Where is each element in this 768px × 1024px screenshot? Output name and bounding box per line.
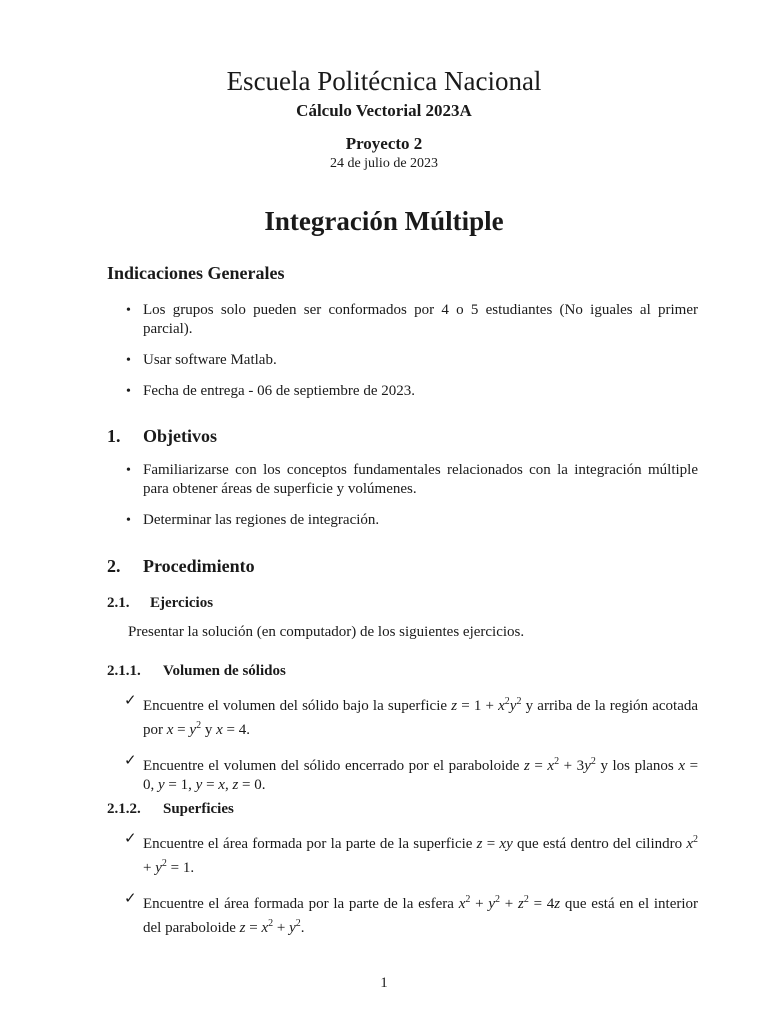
- list-item: • Familiarizarse con los conceptos fundamentales relacionados con la integración múltiple para obtener áreas de superficie y volúmenes.: [126, 462, 698, 497]
- general-heading: Indicaciones Generales: [107, 263, 285, 283]
- check-icon: ✓: [124, 831, 137, 847]
- school-name: Escuela Politécnica Nacional: [226, 66, 542, 96]
- volumen-heading: 2.1.1. Volumen de sólidos: [107, 663, 286, 679]
- volumen-list: [124, 692, 698, 807]
- objetivos-heading: 1. Objetivos: [107, 426, 217, 446]
- bullet-icon: •: [126, 303, 131, 318]
- superficies-list: [124, 830, 698, 950]
- list-item: • Determinar las regiones de integración.: [126, 512, 380, 528]
- bullet-icon: •: [126, 384, 131, 399]
- bullet-icon: •: [126, 513, 131, 528]
- bullet-icon: •: [126, 463, 131, 478]
- list-item: • Usar software Matlab.: [126, 352, 277, 368]
- document-title: Integración Múltiple: [264, 206, 504, 236]
- project-title: Proyecto 2: [345, 134, 423, 153]
- course-title: Cálculo Vectorial 2023A: [296, 101, 472, 120]
- ejercicios-intro: Presentar la solución (en computador) de los siguientes ejercicios.: [128, 624, 525, 640]
- superficies-heading: 2.1.2. Superficies: [107, 801, 234, 817]
- check-icon: ✓: [124, 753, 137, 769]
- list-item: • Los grupos solo pueden ser conformados por 4 o 5 estudiantes (No iguales al primer parcial).: [126, 302, 698, 337]
- objetivos-list: [124, 461, 698, 542]
- list-item: ✓ Encuentre el área formada por la parte de la superficie z = xy que está dentro del cilindro $x^2 + y^2 = 1$.: [124, 831, 699, 876]
- list-item: • Fecha de entrega - 06 de septiembre de 2023.: [126, 383, 415, 399]
- list-item: ✓ Encuentre el volumen del sólido encerrado por el paraboloide $z = x^2 + 3y^2$ y los planos x = 0, y = 1, y = x, z = 0.: [124, 753, 699, 793]
- bullet-icon: •: [126, 353, 131, 368]
- list-item: ✓ Encuentre el área formada por la parte de la esfera $x^2 + y^2 + z^2 = 4z$ que está en el interior del paraboloide $z = x^2 + y^2$.: [124, 891, 699, 936]
- list-item: ✓ Encuentre el volumen del sólido bajo la superficie $z = 1 + x^2y^2$ y arriba de la región acotada por $x = y^2$ y x = 4.: [124, 693, 699, 738]
- date: 24 de julio de 2023: [329, 156, 439, 171]
- check-icon: ✓: [124, 891, 137, 907]
- check-icon: ✓: [124, 693, 137, 709]
- general-list: [124, 301, 698, 413]
- procedimiento-heading: 2. Procedimiento: [107, 556, 255, 576]
- page-number: 1: [380, 975, 388, 991]
- ejercicios-heading: 2.1. Ejercicios: [107, 595, 214, 611]
